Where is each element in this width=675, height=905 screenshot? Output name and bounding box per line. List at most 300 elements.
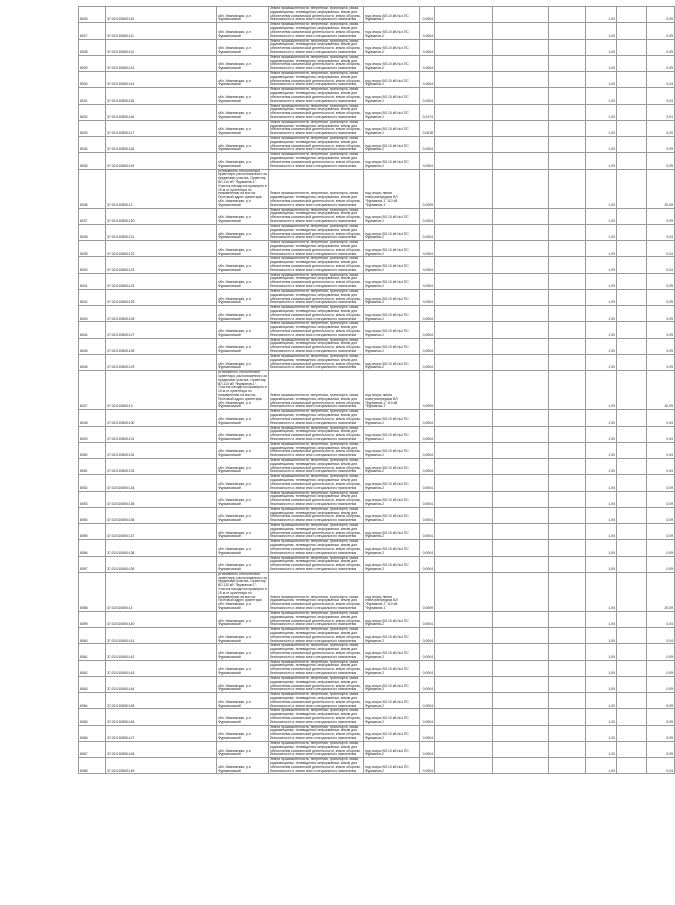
- land-category-cell: Земли промышленности, энергетики, транспорта, связи, радиовещания, телевидения, информатики, земли для обеспечения космической деятельности, земли обороны, безопасности и земли иного специального назначения: [269, 676, 364, 692]
- amount-cell: 0,09: [647, 540, 675, 556]
- row-number-cell: 8059: [79, 611, 106, 627]
- coefficient-cell: 1,00: [586, 426, 617, 442]
- empty-cell: [493, 322, 549, 338]
- amount-cell: 0,04: [647, 459, 675, 475]
- empty-cell: [549, 611, 586, 627]
- empty-cell: [549, 88, 586, 104]
- row-number-cell: 8062: [79, 660, 106, 676]
- location-cell: обл. Ивановская, р-н Фурмановский: [217, 628, 269, 644]
- coefficient-cell: 1,00: [586, 693, 617, 709]
- empty-cell: [549, 426, 586, 442]
- row-number-cell: 8039: [79, 241, 106, 257]
- area-cell: 0,0004: [420, 39, 435, 55]
- row-number-cell: 8043: [79, 306, 106, 322]
- coefficient-cell: 1,00: [586, 371, 617, 410]
- location-cell: обл. Ивановская, р-н Фурмановский: [217, 153, 269, 169]
- row-number-cell: 8037: [79, 208, 106, 224]
- empty-cell: [493, 628, 549, 644]
- location-cell: обл. Ивановская, р-н Фурмановский: [217, 676, 269, 692]
- land-category-cell: Земли промышленности, энергетики, транспорта, связи, радиовещания, телевидения, информатики, земли для обеспечения космической деятельности, земли обороны, безопасности и земли иного специального назначения: [269, 208, 364, 224]
- amount-cell: 0,09: [647, 7, 675, 23]
- empty-cell: [435, 371, 493, 410]
- cadastral-number-cell: 37:02:010805:117: [106, 120, 217, 136]
- empty-cell: [493, 410, 549, 426]
- empty-cell: [617, 137, 647, 153]
- amount-cell: 0,09: [647, 693, 675, 709]
- empty-cell: [617, 709, 647, 725]
- table-row: [79, 426, 675, 442]
- row-number-cell: 8057: [79, 556, 106, 572]
- cadastral-number-cell: 37:02:010805:129: [106, 354, 217, 370]
- empty-cell: [549, 55, 586, 71]
- coefficient-cell: 1,00: [586, 120, 617, 136]
- empty-cell: [549, 709, 586, 725]
- table-row: [79, 491, 675, 507]
- coefficient-cell: 1,00: [586, 39, 617, 55]
- empty-cell: [549, 104, 586, 120]
- row-number-cell: 8028: [79, 39, 106, 55]
- row-number-cell: 8032: [79, 104, 106, 120]
- empty-cell: [549, 725, 586, 741]
- row-number-cell: 8033: [79, 120, 106, 136]
- amount-cell: 0,04: [647, 88, 675, 104]
- empty-cell: [435, 306, 493, 322]
- permitted-use-cell: под опоры ВЛ-10 кВ №4 ПС Фурманов-2: [364, 120, 420, 136]
- empty-cell: [549, 39, 586, 55]
- empty-cell: [549, 338, 586, 354]
- cadastral-number-cell: 37:02:010805:112: [106, 39, 217, 55]
- permitted-use-cell: под опоры линии электропередачи ВЛ "Фурманов-1" 110 кВ "Фурманов-1": [364, 371, 420, 410]
- cadastral-number-cell: 37:02:010805:149: [106, 758, 217, 774]
- empty-cell: [617, 7, 647, 23]
- cadastral-number-cell: 37:02:010805:127: [106, 322, 217, 338]
- area-cell: 0,0004: [420, 208, 435, 224]
- location-cell: обл. Ивановская, р-н Фурмановский: [217, 354, 269, 370]
- table-row: [79, 120, 675, 136]
- table-row: [79, 72, 675, 88]
- cadastral-number-cell: 37:02:010805:147: [106, 725, 217, 741]
- location-cell: обл. Ивановская, р-н Фурмановский: [217, 104, 269, 120]
- area-cell: 0,0004: [420, 741, 435, 757]
- empty-cell: [617, 208, 647, 224]
- empty-cell: [493, 289, 549, 305]
- amount-cell: 0,09: [647, 725, 675, 741]
- empty-cell: [435, 39, 493, 55]
- amount-cell: 0,09: [647, 475, 675, 491]
- area-cell: 0,0004: [420, 257, 435, 273]
- empty-cell: [435, 693, 493, 709]
- area-cell: 0,0004: [420, 709, 435, 725]
- row-number-cell: 8052: [79, 475, 106, 491]
- empty-cell: [549, 410, 586, 426]
- area-cell: 0,0004: [420, 676, 435, 692]
- row-number-cell: 8031: [79, 88, 106, 104]
- cadastral-number-cell: 37:02:010805:111: [106, 23, 217, 39]
- row-number-cell: 8056: [79, 540, 106, 556]
- empty-cell: [617, 371, 647, 410]
- amount-cell: 0,09: [647, 137, 675, 153]
- empty-cell: [435, 644, 493, 660]
- empty-cell: [549, 442, 586, 458]
- row-number-cell: 8045: [79, 338, 106, 354]
- cadastral-number-cell: 37:02:010805:144: [106, 676, 217, 692]
- amount-cell: 0,04: [647, 628, 675, 644]
- empty-cell: [493, 338, 549, 354]
- table-row: [79, 572, 675, 611]
- empty-cell: [435, 426, 493, 442]
- empty-cell: [617, 725, 647, 741]
- coefficient-cell: 1,00: [586, 660, 617, 676]
- empty-cell: [493, 241, 549, 257]
- empty-cell: [435, 459, 493, 475]
- land-category-cell: Земли промышленности, энергетики, транспорта, связи, радиовещания, телевидения, информатики, земли для обеспечения космической деятельности, земли обороны, безопасности и земли иного специального назначения: [269, 169, 364, 208]
- coefficient-cell: 1,00: [586, 306, 617, 322]
- amount-cell: 0,04: [647, 224, 675, 240]
- row-number-cell: 8047: [79, 371, 106, 410]
- empty-cell: [435, 72, 493, 88]
- empty-cell: [549, 224, 586, 240]
- empty-cell: [617, 540, 647, 556]
- permitted-use-cell: под опоры ВЛ-10 кВ №4 ПС Фурманов-2: [364, 7, 420, 23]
- table-row: [79, 507, 675, 523]
- amount-cell: 0,09: [647, 39, 675, 55]
- land-category-cell: Земли промышленности, энергетики, транспорта, связи, радиовещания, телевидения, информатики, земли для обеспечения космической деятельности, земли обороны, безопасности и земли иного специального назначения: [269, 241, 364, 257]
- area-cell: 0,0004: [420, 410, 435, 426]
- permitted-use-cell: под опоры ВЛ-10 кВ №4 ПС Фурманов-2: [364, 709, 420, 725]
- empty-cell: [435, 725, 493, 741]
- permitted-use-cell: под опоры ВЛ-10 кВ №4 ПС Фурманов-2: [364, 540, 420, 556]
- cadastral-number-cell: 37:02:010805:128: [106, 338, 217, 354]
- row-number-cell: 8035: [79, 153, 106, 169]
- area-cell: 0,0004: [420, 524, 435, 540]
- cadastral-number-cell: 37:02:010805:125: [106, 289, 217, 305]
- empty-cell: [493, 208, 549, 224]
- location-cell: обл. Ивановская, р-н Фурмановский: [217, 709, 269, 725]
- empty-cell: [617, 289, 647, 305]
- land-category-cell: Земли промышленности, энергетики, транспорта, связи, радиовещания, телевидения, информатики, земли для обеспечения космической деятельности, земли обороны, безопасности и земли иного специального назначения: [269, 354, 364, 370]
- row-number-cell: 8042: [79, 289, 106, 305]
- empty-cell: [549, 507, 586, 523]
- cadastral-number-cell: 37:02:010805:143: [106, 660, 217, 676]
- coefficient-cell: 1,00: [586, 241, 617, 257]
- table-row: [79, 644, 675, 660]
- area-cell: 0,0004: [420, 241, 435, 257]
- location-cell: обл. Ивановская, р-н Фурмановский: [217, 257, 269, 273]
- empty-cell: [617, 644, 647, 660]
- table-body: [79, 7, 675, 774]
- empty-cell: [493, 459, 549, 475]
- table-row: [79, 104, 675, 120]
- coefficient-cell: 1,00: [586, 741, 617, 757]
- location-cell: обл. Ивановская, р-н Фурмановский: [217, 725, 269, 741]
- area-cell: 0,0009: [420, 371, 435, 410]
- location-cell: обл. Ивановская, р-н Фурмановский: [217, 426, 269, 442]
- empty-cell: [493, 169, 549, 208]
- row-number-cell: 8050: [79, 442, 106, 458]
- permitted-use-cell: под опоры ВЛ-10 кВ №4 ПС Фурманов-2: [364, 725, 420, 741]
- amount-cell: 20,09: [647, 572, 675, 611]
- coefficient-cell: 1,00: [586, 273, 617, 289]
- row-number-cell: 8065: [79, 709, 106, 725]
- area-cell: 0,0004: [420, 556, 435, 572]
- permitted-use-cell: под опоры ВЛ-10 кВ №4 ПС Фурманов-2: [364, 524, 420, 540]
- empty-cell: [493, 55, 549, 71]
- cadastral-number-cell: 37:02:010805:114: [106, 72, 217, 88]
- table-row: [79, 23, 675, 39]
- empty-cell: [549, 273, 586, 289]
- cadastral-number-cell: 37:02:010805:140: [106, 611, 217, 627]
- empty-cell: [617, 104, 647, 120]
- permitted-use-cell: под опоры ВЛ-10 кВ №4 ПС Фурманов-2: [364, 507, 420, 523]
- coefficient-cell: 1,00: [586, 88, 617, 104]
- empty-cell: [617, 676, 647, 692]
- location-cell: обл. Ивановская, р-н Фурмановский: [217, 23, 269, 39]
- empty-cell: [617, 322, 647, 338]
- coefficient-cell: 1,00: [586, 611, 617, 627]
- empty-cell: [549, 354, 586, 370]
- permitted-use-cell: под опоры ВЛ-10 кВ №4 ПС Фурманов-2: [364, 644, 420, 660]
- location-cell: обл. Ивановская, р-н Фурмановский: [217, 55, 269, 71]
- empty-cell: [435, 741, 493, 757]
- permitted-use-cell: под опоры линии электропередачи ВЛ "Фурманов-1" 110 кВ "Фурманов-1": [364, 572, 420, 611]
- permitted-use-cell: под опоры ВЛ-10 кВ №4 ПС Фурманов-2: [364, 137, 420, 153]
- area-cell: 0,0018: [420, 120, 435, 136]
- permitted-use-cell: под опоры ВЛ-10 кВ №4 ПС Фурманов-2: [364, 273, 420, 289]
- area-cell: 0,0004: [420, 338, 435, 354]
- land-category-cell: Земли промышленности, энергетики, транспорта, связи, радиовещания, телевидения, информатики, земли для обеспечения космической деятельности, земли обороны, безопасности и земли иного специального назначения: [269, 137, 364, 153]
- empty-cell: [493, 475, 549, 491]
- area-cell: 0,0004: [420, 88, 435, 104]
- permitted-use-cell: под опоры ВЛ-10 кВ №4 ПС Фурманов-2: [364, 224, 420, 240]
- area-cell: 0,0004: [420, 628, 435, 644]
- empty-cell: [617, 442, 647, 458]
- empty-cell: [549, 169, 586, 208]
- empty-cell: [435, 709, 493, 725]
- area-cell: 0,0004: [420, 540, 435, 556]
- empty-cell: [435, 611, 493, 627]
- table-row: [79, 241, 675, 257]
- coefficient-cell: 1,00: [586, 137, 617, 153]
- empty-cell: [435, 540, 493, 556]
- location-cell: установлено относительно ориентира, расположенного за пределами участка. Ориентир ВЛ-110 кВ "Фурманов-1". Участок находится примерно в 15 м от ориентира по направлению на восток. Почтовый адрес ориентира: обл. Ивановская, р-н Фурмановский: [218, 168, 267, 207]
- table-row: [79, 137, 675, 153]
- location-cell: обл. Ивановская, р-н Фурмановский: [217, 88, 269, 104]
- empty-cell: [493, 741, 549, 757]
- table-row: [79, 709, 675, 725]
- empty-cell: [549, 322, 586, 338]
- table-row: [79, 208, 675, 224]
- area-cell: 0,0004: [420, 475, 435, 491]
- permitted-use-cell: под опоры ВЛ-10 кВ №4 ПС Фурманов-2: [364, 289, 420, 305]
- cadastral-number-cell: 37:02:010805:148: [106, 741, 217, 757]
- empty-cell: [493, 644, 549, 660]
- cadastral-number-cell: 37:02:010805:131: [106, 426, 217, 442]
- location-cell: обл. Ивановская, р-н Фурмановский: [217, 540, 269, 556]
- empty-cell: [549, 572, 586, 611]
- permitted-use-cell: под опоры ВЛ-10 кВ №4 ПС Фурманов-2: [364, 741, 420, 757]
- empty-cell: [617, 572, 647, 611]
- area-cell: 0,0004: [420, 224, 435, 240]
- row-number-cell: 8053: [79, 491, 106, 507]
- cadastral-number-cell: 37:02:010805:14: [106, 572, 217, 611]
- row-number-cell: 8066: [79, 725, 106, 741]
- empty-cell: [493, 137, 549, 153]
- empty-cell: [493, 426, 549, 442]
- empty-cell: [435, 137, 493, 153]
- row-number-cell: 8048: [79, 410, 106, 426]
- row-number-cell: 8049: [79, 426, 106, 442]
- empty-cell: [493, 611, 549, 627]
- land-category-cell: Земли промышленности, энергетики, транспорта, связи, радиовещания, телевидения, информатики, земли для обеспечения космической деятельности, земли обороны, безопасности и земли иного специального назначения: [269, 273, 364, 289]
- empty-cell: [549, 120, 586, 136]
- land-category-cell: Земли промышленности, энергетики, транспорта, связи, радиовещания, телевидения, информатики, земли для обеспечения космической деятельности, земли обороны, безопасности и земли иного специального назначения: [269, 224, 364, 240]
- empty-cell: [435, 273, 493, 289]
- amount-cell: 0,04: [647, 72, 675, 88]
- table-row: [79, 556, 675, 572]
- area-cell: 0,0004: [420, 459, 435, 475]
- empty-cell: [493, 507, 549, 523]
- location-cell: обл. Ивановская, р-н Фурмановский: [217, 137, 269, 153]
- cadastral-number-cell: 37:02:010805:119: [106, 153, 217, 169]
- empty-cell: [549, 459, 586, 475]
- amount-cell: 4,20: [647, 120, 675, 136]
- location-cell: обл. Ивановская, р-н Фурмановский: [217, 475, 269, 491]
- land-category-cell: Земли промышленности, энергетики, транспорта, связи, радиовещания, телевидения, информатики, земли для обеспечения космической деятельности, земли обороны, безопасности и земли иного специального назначения: [269, 120, 364, 136]
- location-cell: обл. Ивановская, р-н Фурмановский: [217, 459, 269, 475]
- land-category-cell: Земли промышленности, энергетики, транспорта, связи, радиовещания, телевидения, информатики, земли для обеспечения космической деятельности, земли обороны, безопасности и земли иного специального назначения: [269, 475, 364, 491]
- coefficient-cell: 1,00: [586, 208, 617, 224]
- empty-cell: [493, 88, 549, 104]
- empty-cell: [549, 371, 586, 410]
- empty-cell: [617, 273, 647, 289]
- empty-cell: [493, 676, 549, 692]
- area-cell: 0,0004: [420, 55, 435, 71]
- empty-cell: [549, 475, 586, 491]
- cadastral-number-cell: 37:02:010805:132: [106, 442, 217, 458]
- empty-cell: [435, 628, 493, 644]
- coefficient-cell: 1,00: [586, 410, 617, 426]
- permitted-use-cell: под опоры ВЛ-10 кВ №4 ПС Фурманов-2: [364, 338, 420, 354]
- row-number-cell: 8058: [79, 572, 106, 611]
- permitted-use-cell: под опоры ВЛ-10 кВ №4 ПС Фурманов-2: [364, 104, 420, 120]
- empty-cell: [549, 660, 586, 676]
- land-category-cell: Земли промышленности, энергетики, транспорта, связи, радиовещания, телевидения, информатики, земли для обеспечения космической деятельности, земли обороны, безопасности и земли иного специального назначения: [269, 306, 364, 322]
- empty-cell: [617, 507, 647, 523]
- empty-cell: [617, 556, 647, 572]
- empty-cell: [435, 491, 493, 507]
- empty-cell: [549, 676, 586, 692]
- coefficient-cell: 1,00: [586, 758, 617, 774]
- empty-cell: [493, 72, 549, 88]
- empty-cell: [435, 322, 493, 338]
- empty-cell: [435, 7, 493, 23]
- location-cell: обл. Ивановская, р-н Фурмановский: [217, 410, 269, 426]
- coefficient-cell: 1,00: [586, 709, 617, 725]
- land-category-cell: Земли промышленности, энергетики, транспорта, связи, радиовещания, телевидения, информатики, земли для обеспечения космической деятельности, земли обороны, безопасности и земли иного специального назначения: [269, 442, 364, 458]
- empty-cell: [435, 224, 493, 240]
- empty-cell: [617, 475, 647, 491]
- location-cell: обл. Ивановская, р-н Фурмановский: [217, 306, 269, 322]
- row-number-cell: 8064: [79, 693, 106, 709]
- table-row: [79, 289, 675, 305]
- row-number-cell: 8061: [79, 644, 106, 660]
- table-row: [79, 55, 675, 71]
- table-row: [79, 475, 675, 491]
- location-cell: обл. Ивановская, р-н Фурмановский: [217, 507, 269, 523]
- permitted-use-cell: под опоры ВЛ-10 кВ №4 ПС Фурманов-2: [364, 693, 420, 709]
- empty-cell: [493, 442, 549, 458]
- coefficient-cell: 1,00: [586, 676, 617, 692]
- location-cell: обл. Ивановская, р-н Фурмановский: [217, 611, 269, 627]
- row-number-cell: 8046: [79, 354, 106, 370]
- amount-cell: 20,09: [647, 371, 675, 410]
- table-row: [79, 306, 675, 322]
- table-row: [79, 322, 675, 338]
- empty-cell: [549, 644, 586, 660]
- cadastral-number-cell: 37:02:010805:121: [106, 224, 217, 240]
- land-category-cell: Земли промышленности, энергетики, транспорта, связи, радиовещания, телевидения, информатики, земли для обеспечения космической деятельности, земли обороны, безопасности и земли иного специального назначения: [269, 572, 364, 611]
- coefficient-cell: 1,00: [586, 7, 617, 23]
- area-cell: 0,0004: [420, 758, 435, 774]
- coefficient-cell: 1,00: [586, 725, 617, 741]
- empty-cell: [617, 120, 647, 136]
- location-cell: обл. Ивановская, р-н Фурмановский: [217, 7, 269, 23]
- empty-cell: [617, 306, 647, 322]
- location-cell: обл. Ивановская, р-н Фурмановский: [217, 741, 269, 757]
- coefficient-cell: 1,00: [586, 556, 617, 572]
- area-cell: 0,0004: [420, 289, 435, 305]
- permitted-use-cell: под опоры ВЛ-10 кВ №4 ПС Фурманов-2: [364, 442, 420, 458]
- empty-cell: [493, 725, 549, 741]
- area-cell: 0,0004: [420, 306, 435, 322]
- permitted-use-cell: под опоры ВЛ-10 кВ №4 ПС Фурманов-2: [364, 72, 420, 88]
- empty-cell: [493, 524, 549, 540]
- row-number-cell: 8041: [79, 273, 106, 289]
- empty-cell: [549, 540, 586, 556]
- amount-cell: 0,04: [647, 410, 675, 426]
- amount-cell: 0,09: [647, 709, 675, 725]
- coefficient-cell: 1,00: [586, 55, 617, 71]
- empty-cell: [435, 289, 493, 305]
- permitted-use-cell: под опоры ВЛ-10 кВ №4 ПС Фурманов-2: [364, 611, 420, 627]
- cadastral-number-cell: 37:02:010805:136: [106, 507, 217, 523]
- empty-cell: [493, 660, 549, 676]
- land-category-cell: Земли промышленности, энергетики, транспорта, связи, радиовещания, телевидения, информатики, земли для обеспечения космической деятельности, земли обороны, безопасности и земли иного специального назначения: [269, 524, 364, 540]
- location-cell: обл. Ивановская, р-н Фурмановский: [217, 660, 269, 676]
- amount-cell: 0,04: [647, 758, 675, 774]
- area-cell: 0,0004: [420, 644, 435, 660]
- location-cell: обл. Ивановская, р-н Фурмановский: [217, 72, 269, 88]
- land-category-cell: Земли промышленности, энергетики, транспорта, связи, радиовещания, телевидения, информатики, земли для обеспечения космической деятельности, земли обороны, безопасности и земли иного специального назначения: [269, 7, 364, 23]
- empty-cell: [493, 556, 549, 572]
- empty-cell: [435, 660, 493, 676]
- empty-cell: [435, 442, 493, 458]
- empty-cell: [617, 693, 647, 709]
- location-cell: обл. Ивановская, р-н Фурмановский: [217, 224, 269, 240]
- area-cell: 0,0004: [420, 442, 435, 458]
- permitted-use-cell: под опоры ВЛ-10 кВ №4 ПС Фурманов-2: [364, 39, 420, 55]
- amount-cell: 0,04: [647, 426, 675, 442]
- row-number-cell: 8030: [79, 72, 106, 88]
- land-category-cell: Земли промышленности, энергетики, транспорта, связи, радиовещания, телевидения, информатики, земли для обеспечения космической деятельности, земли обороны, безопасности и земли иного специального назначения: [269, 611, 364, 627]
- amount-cell: 0,09: [647, 306, 675, 322]
- coefficient-cell: 1,00: [586, 338, 617, 354]
- cadastral-number-cell: 37:02:010805:138: [106, 540, 217, 556]
- table-row: [79, 524, 675, 540]
- empty-cell: [549, 289, 586, 305]
- amount-cell: 20,09: [647, 169, 675, 208]
- coefficient-cell: 1,00: [586, 354, 617, 370]
